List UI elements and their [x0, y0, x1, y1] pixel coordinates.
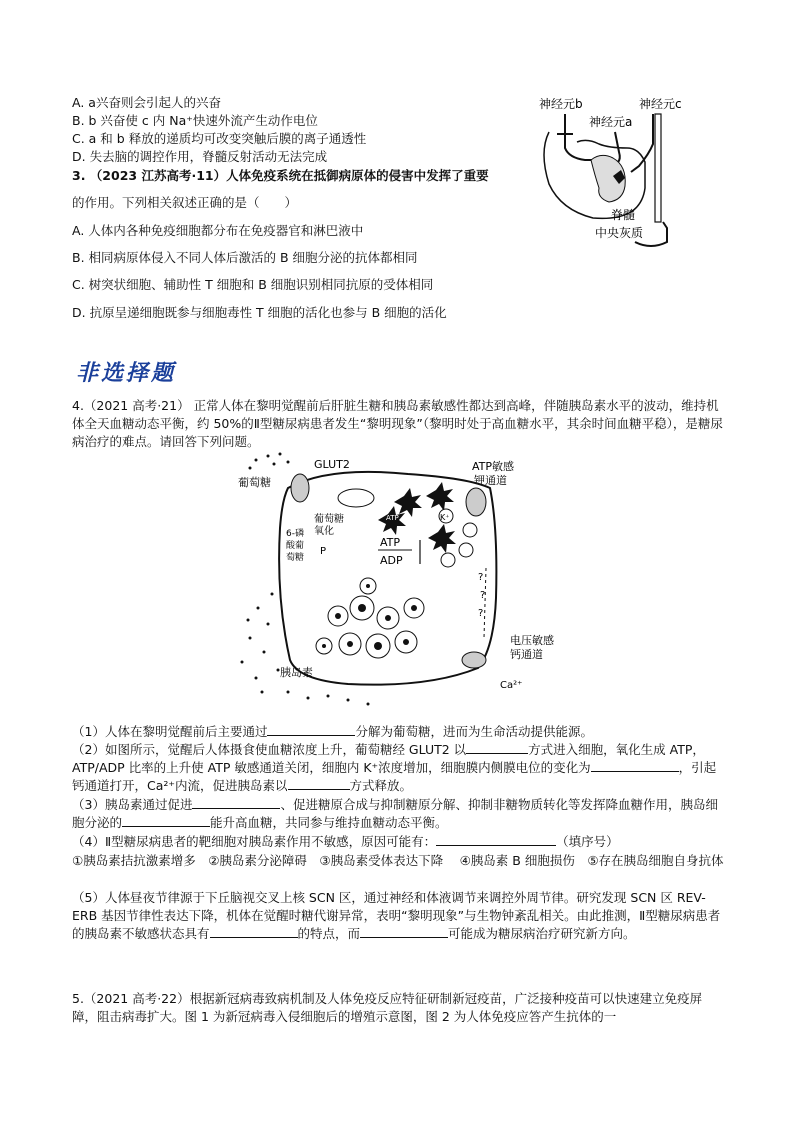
label-insulin: 胰岛素: [280, 666, 313, 679]
question-mark-1: ?: [478, 572, 484, 583]
label-voltage-channel-2: 钙通道: [510, 648, 543, 661]
q2-option-b: B. b 兴奋使 c 内 Na⁺快速外流产生动作电位: [72, 113, 318, 128]
q4-part2-blank-2[interactable]: [591, 759, 679, 772]
label-voltage-channel-1: 电压敏感: [510, 634, 554, 647]
q4-part5-text-a: （5）人体昼夜节律源于下丘脑视交叉上核 SCN 区，通过神经和体液调节来调控外周节律。研究发现 SCN 区 REV-ERB 基因节律性表达下降，机体在觉醒时糖代谢异常，表明“黎明现象”与生物钟紊乱相关。由此推测，Ⅱ型糖尿病患者的胰岛素不敏感状态具有: [72, 890, 721, 941]
q4-part5-text-c: 可能成为糖尿病治疗研究新方向。: [448, 926, 636, 941]
question-mark-2: ?: [480, 590, 486, 601]
label-adp: ADP: [380, 554, 403, 567]
q4-part5-blank-2[interactable]: [360, 925, 448, 938]
k-ion-1-label: K⁺: [440, 513, 450, 522]
q4-part2-text-d: 方式释放。: [349, 778, 413, 793]
q4-part5: [72, 889, 724, 943]
q4-part2: [72, 741, 724, 795]
label-glucose-oxidation-1: 葡萄糖: [314, 514, 344, 525]
q4-part3-blank-1[interactable]: [192, 796, 280, 809]
label-phosphate: P: [320, 546, 327, 557]
voltage-sensitive-ca-channel: [462, 652, 486, 668]
q4-part3-text-b: 、促进糖原合成与抑制糖原分解、抑制非糖物质转化等发挥降血糖作用，胰岛细胞分泌的: [72, 797, 718, 830]
label-glucose-oxidation-2: 氧化: [314, 526, 334, 537]
glucose-dots: [249, 453, 290, 470]
q4-part3-text-c: 能升高血糖，共同参与维持血糖动态平衡。: [210, 815, 448, 830]
q4-part3-text-a: （3）胰岛素通过促进: [72, 797, 193, 812]
q4-part2-blank-3[interactable]: [288, 777, 350, 790]
q4-part3-blank-2[interactable]: [122, 814, 210, 827]
muscle-bar: [655, 114, 661, 222]
label-neuron-a: 神经元a: [589, 115, 633, 129]
q4-part5-text-b: 的特点，而: [297, 926, 361, 941]
q4-part1-text-b: 分解为葡萄糖，进而为生命活动提供能源。: [355, 724, 593, 739]
q3-option-d: D. 抗原呈递细胞既参与细胞毒性 T 细胞的活化也参与 B 细胞的活化: [72, 305, 447, 320]
q4-part2-text-a: （2）如图所示，觉醒后人体摄食使血糖浓度上升，葡萄糖经 GLUT2 以: [72, 742, 467, 757]
label-ca-ion: Ca²⁺: [500, 680, 523, 691]
q4-part2-text-c: ，引起钙通道打开，Ca²⁺内流，促进胰岛素以: [72, 760, 717, 793]
q2-option-c: C. a 和 b 释放的递质均可改变突触后膜的离子通透性: [72, 131, 367, 146]
q4-part4-blank[interactable]: [436, 833, 556, 846]
q4-part4-text-a: （4）Ⅱ型糖尿病患者的靶细胞对胰岛素作用不敏感，原因可能有：: [72, 834, 437, 849]
q2-option-a: A. a兴奋则会引起人的兴奋: [72, 95, 221, 110]
glut2-transporter: [291, 474, 309, 502]
label-atp: ATP: [380, 536, 401, 549]
q4-part4-options: ①胰岛素拮抗激素增多 ②胰岛素分泌障碍 ③胰岛素受体表达下降 ④胰岛素 B 细胞损伤 ⑤存在胰岛细胞自身抗体: [72, 853, 724, 868]
q4-part4: [72, 833, 724, 851]
label-g6p-1: 6-磷: [286, 529, 304, 539]
beta-cell-figure: [228, 448, 568, 710]
label-spinal-cord: 脊髓: [611, 208, 636, 222]
q4-stem: 4.（2021 高考·21） 正常人体在黎明觉醒前后肝脏生糖和胰岛素敏感性都达到高峰，伴随胰岛素水平的波动，维持机体全天血糖动态平衡，约 50%的Ⅱ型糖尿病患者发生“黎明现象”（黎明时处于高血糖水平，其余时间血糖平稳），是糖尿病治疗的难点。请回答下列问题。: [72, 398, 723, 449]
label-atp-channel-1: ATP敏感: [472, 460, 515, 473]
q3-stem-line1: 3. （2023 江苏高考·11）人体免疫系统在抵御病原体的侵害中发挥了重要: [72, 168, 489, 183]
k-ion-3: [459, 543, 473, 557]
label-g6p-3: 萄糖: [286, 553, 305, 563]
neuron-figure: [535, 92, 705, 252]
q3-option-a: A. 人体内各种免疫细胞都分布在免疫器官和淋巴液中: [72, 223, 364, 238]
q3-option-b: B. 相同病原体侵入不同人体后激活的 B 细胞分泌的抗体都相同: [72, 250, 418, 265]
q4-part1-text-a: （1）人体在黎明觉醒前后主要通过: [72, 724, 268, 739]
spinal-cord-outline: [544, 132, 645, 218]
atp-star-label: ATP: [386, 514, 399, 522]
label-glut2: GLUT2: [314, 458, 350, 471]
atp-sensitive-k-channel: [466, 488, 486, 516]
label-neuron-b: 神经元b: [539, 97, 583, 111]
q3-option-c: C. 树突状细胞、辅助性 T 细胞和 B 细胞识别相同抗原的受体相同: [72, 277, 434, 292]
q2-option-d: D. 失去脑的调控作用，脊髓反射活动无法完成: [72, 149, 328, 164]
q4-part2-text-b: 方式进入细胞，氧化生成 ATP，ATP/ADP 比率的上升使 ATP 敏感通道关闭，细胞内 K⁺浓度增加，细胞膜内侧膜电位的变化为: [72, 742, 705, 775]
label-neuron-c: 神经元c: [639, 97, 682, 111]
q4-part1: [72, 723, 724, 741]
k-ion-2: [463, 523, 477, 537]
q4-part2-blank-1[interactable]: [466, 741, 528, 754]
label-glucose: 葡萄糖: [238, 476, 271, 489]
q4-part4-text-b: （填序号）: [556, 834, 619, 849]
mitochondrion: [338, 489, 374, 507]
label-atp-channel-2: 钾通道: [474, 474, 507, 487]
q5-stem: 5.（2021 高考·22）根据新冠病毒致病机制及人体免疫反应特征研制新冠疫苗，广泛接种疫苗可以快速建立免疫屏障，阻击病毒扩大。图 1 为新冠病毒入侵细胞后的增殖示意图，图 2 为人体免疫应答产生抗体的一: [72, 991, 703, 1024]
neuron-c-fibre: [631, 114, 653, 172]
label-g6p-2: 酸葡: [286, 541, 305, 551]
q4-part1-blank[interactable]: [267, 723, 355, 736]
section-title-non-choice: 非选择题: [76, 360, 177, 386]
question-mark-3: ?: [478, 608, 484, 619]
label-central-grey: 中央灰质: [595, 226, 644, 240]
q4-part3: [72, 796, 724, 832]
k-ion-4: [441, 553, 455, 567]
q3-stem-line2: 的作用。下列相关叙述正确的是（ ）: [72, 195, 298, 210]
q4-part5-blank-1[interactable]: [210, 925, 298, 938]
